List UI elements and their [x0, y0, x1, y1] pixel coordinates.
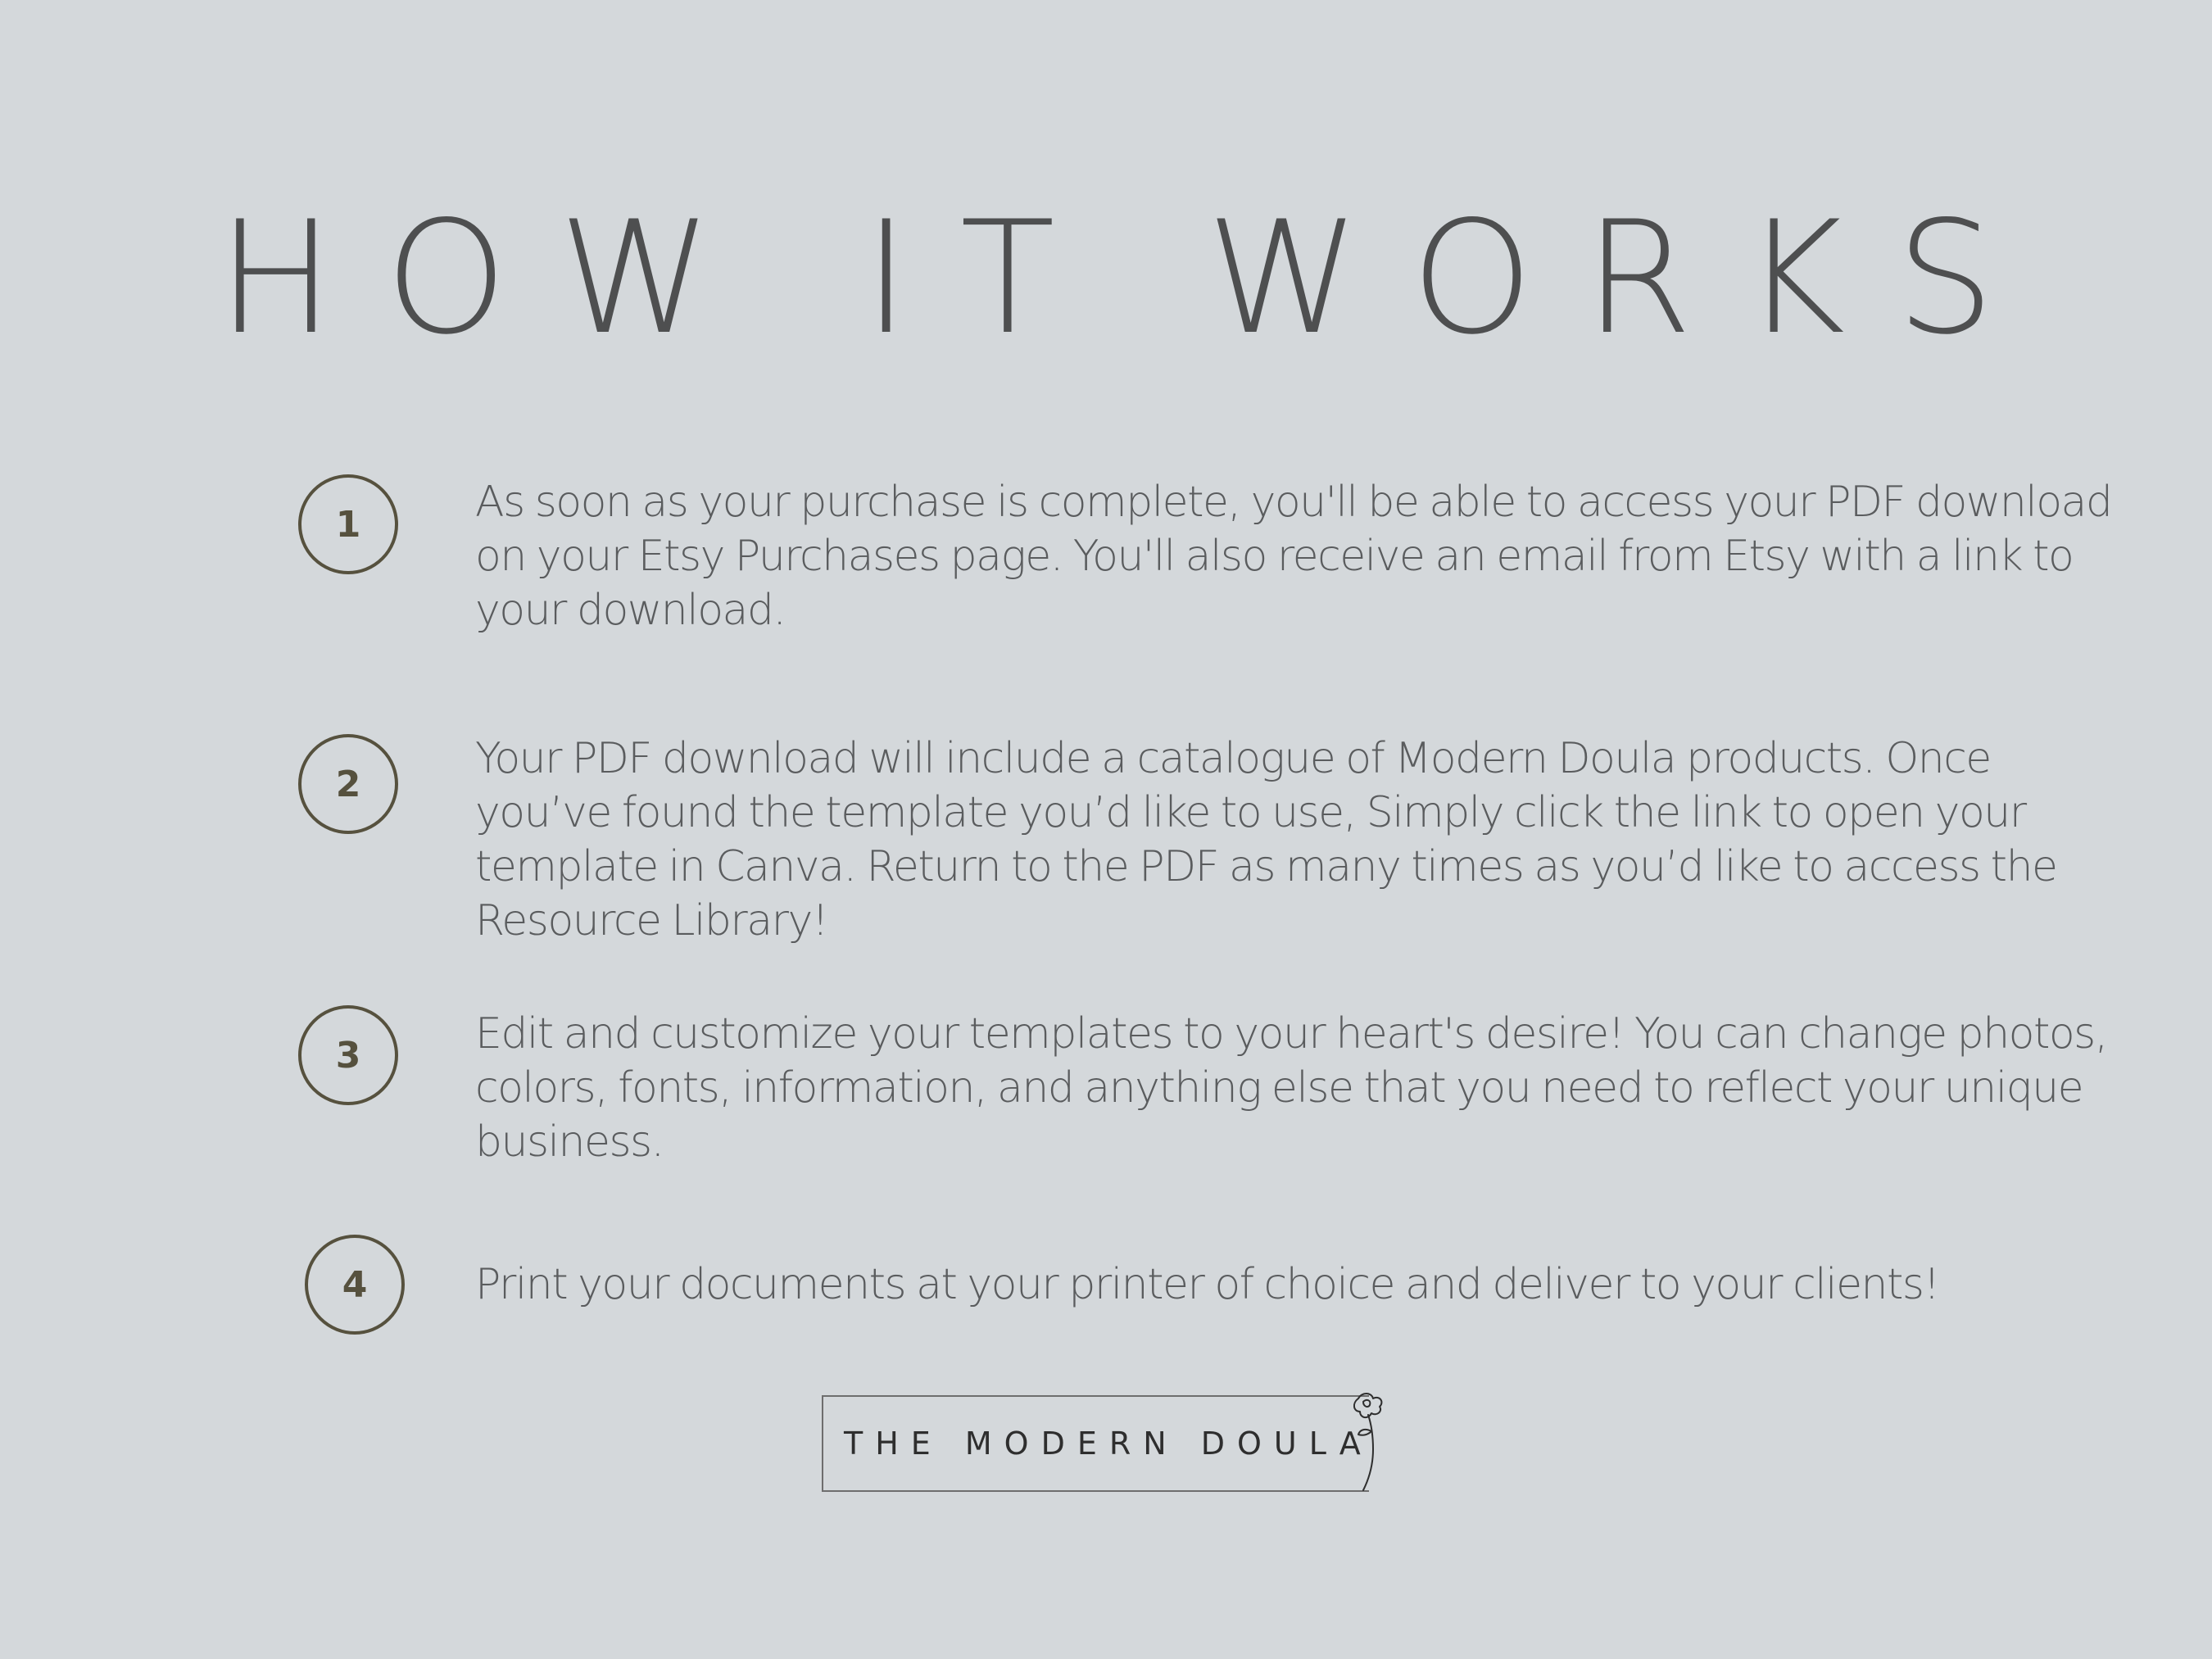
step-2-number-badge [298, 734, 398, 834]
step-1-number: 1 [335, 503, 361, 546]
step-1-number-badge [298, 474, 398, 574]
step-4-number: 4 [342, 1263, 368, 1306]
page-title: HOW IT WORKS [217, 188, 2046, 369]
step-2-number: 2 [335, 763, 361, 805]
step-4-number-badge [305, 1235, 405, 1335]
flower-line-icon [1344, 1389, 1393, 1495]
step-3-number: 3 [335, 1034, 361, 1077]
step-1-text: As soon as your purchase is complete, you'll be able to access your PDF download on your Etsy Purchases page. You'll also receive an email from Etsy with a link to your download. [475, 478, 2112, 635]
step-3-number-badge [298, 1005, 398, 1105]
brand-logo-text: THE MODERN DOULA [844, 1426, 1373, 1462]
step-2-text: Your PDF download will include a catalogue of Modern Doula products. Once you’ve found the template you’d like to use, Simply click the link to open your template in Canva. Return to the PDF as many times as you’d like to access the Resource Library! [475, 734, 2057, 945]
step-4-text: Print your documents at your printer of choice and deliver to your clients! [475, 1260, 1939, 1309]
step-3-text: Edit and customize your templates to your heart's desire! You can change photos, colors, fonts, information, and anything else that you need to reflect your unique business. [475, 1009, 2107, 1167]
